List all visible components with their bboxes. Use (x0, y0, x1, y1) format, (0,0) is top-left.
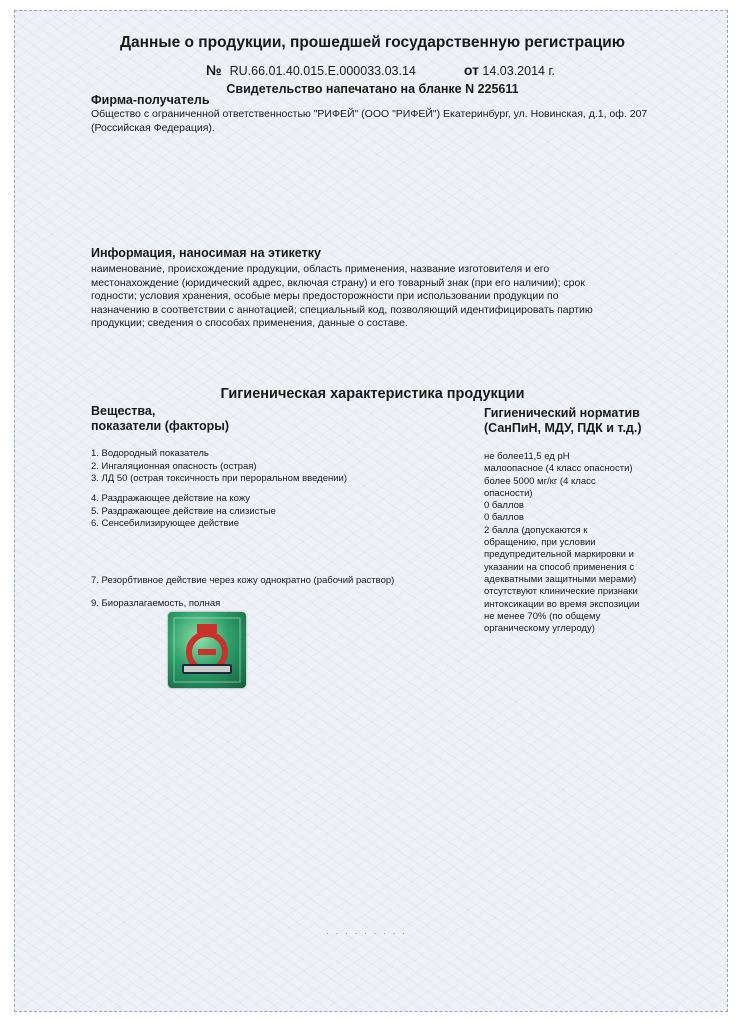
reg-number: RU.66.01.40.015.E.000033.03.14 (229, 64, 416, 78)
faint-mark: · · · · · · · · · (326, 928, 407, 938)
indicator-item: 3. ЛД 50 (острая токсичность при пероральном введении) (91, 473, 348, 484)
norm-line: указании на способ применения с (484, 561, 635, 573)
norm-line: малоопасное (4 класс опасности) (484, 463, 633, 475)
norm-line: не менее 70% (по общему (484, 610, 601, 622)
norm-line: 2 балла (допускаются к (484, 524, 588, 536)
indicator-list-group2 (91, 493, 276, 531)
norm-line: адекватными защитными мерами) (484, 573, 637, 585)
norms-list (484, 451, 669, 635)
registration-line (206, 62, 555, 78)
norm-line: предупредительной маркировки и (484, 549, 634, 561)
certification-hologram-icon (168, 612, 246, 688)
norms-heading-line2: (СанПиН, МДУ, ПДК и т.д.) (484, 421, 642, 435)
indicator-item: 5. Раздражающее действие на слизистые (91, 505, 276, 517)
norm-line: более 5000 мг/кг (4 класс (484, 475, 596, 487)
indicator-list-group1 (91, 448, 347, 486)
substances-heading-line1: Вещества, (91, 404, 156, 418)
norm-line: отсутствуют клинические признаки (484, 586, 638, 598)
norm-line: 0 баллов (484, 512, 524, 524)
norm-line: обращению, при условии (484, 537, 596, 549)
substances-heading-line2: показатели (факторы) (91, 419, 230, 433)
indicator-item-9: 9. Биоразлагаемость, полная (91, 598, 221, 609)
norm-line: опасности) (484, 487, 533, 499)
norm-line: 0 баллов (484, 500, 524, 512)
norms-heading-line1: Гигиенический норматив (484, 406, 640, 420)
reg-number-label: № (206, 62, 222, 78)
substances-heading (91, 404, 229, 434)
recipient-heading: Фирма-получатель (91, 93, 210, 107)
indicator-item: 6. Сенсебилизирующее действие (91, 518, 239, 529)
date-label: от (463, 62, 479, 78)
label-info-heading: Информация, наносимая на этикетку (91, 246, 321, 260)
reg-date: 14.03.2014 г. (482, 64, 555, 78)
norm-line: органическому углероду) (484, 623, 595, 635)
indicator-item: 2. Ингаляционная опасность (острая) (91, 460, 257, 472)
indicator-item-7: 7. Резорбтивное действие через кожу однократно (рабочий раствор) (91, 575, 395, 586)
norms-heading (484, 406, 641, 436)
blank-number-note: Свидетельство напечатано на бланке N 225611 (226, 82, 519, 96)
norm-line: интоксикации во время экспозиции (484, 598, 640, 610)
label-info-text: наименование, происхождение продукции, область применения, название изготовителя и его местонахождение (юридический адрес, включая страну) и его товарный знак (при его наличии); срок годности; условия хранения, особые меры предосторожности при использовании продукции по назначению в соответствии с аннотацией; специальный код, позволяющий идентифицировать партию продукции; сведения о способах применения, данные о составе. (91, 263, 593, 329)
indicator-item: 4. Раздражающее действие на кожу (91, 493, 251, 504)
norm-line: не более11,5 ед pH (484, 451, 570, 462)
indicator-item: 1. Водородный показатель (91, 448, 209, 459)
document-title: Данные о продукции, прошедшей государственную регистрацию (119, 34, 626, 51)
hygiene-title: Гигиеническая характеристика продукции (220, 386, 525, 402)
recipient-text: Общество с ограниченной ответственностью "РИФЕЙ" (ООО "РИФЕЙ") Екатеринбург, ул. Новинская, д.1, оф. 207 (Российская Федерация). (91, 108, 648, 134)
